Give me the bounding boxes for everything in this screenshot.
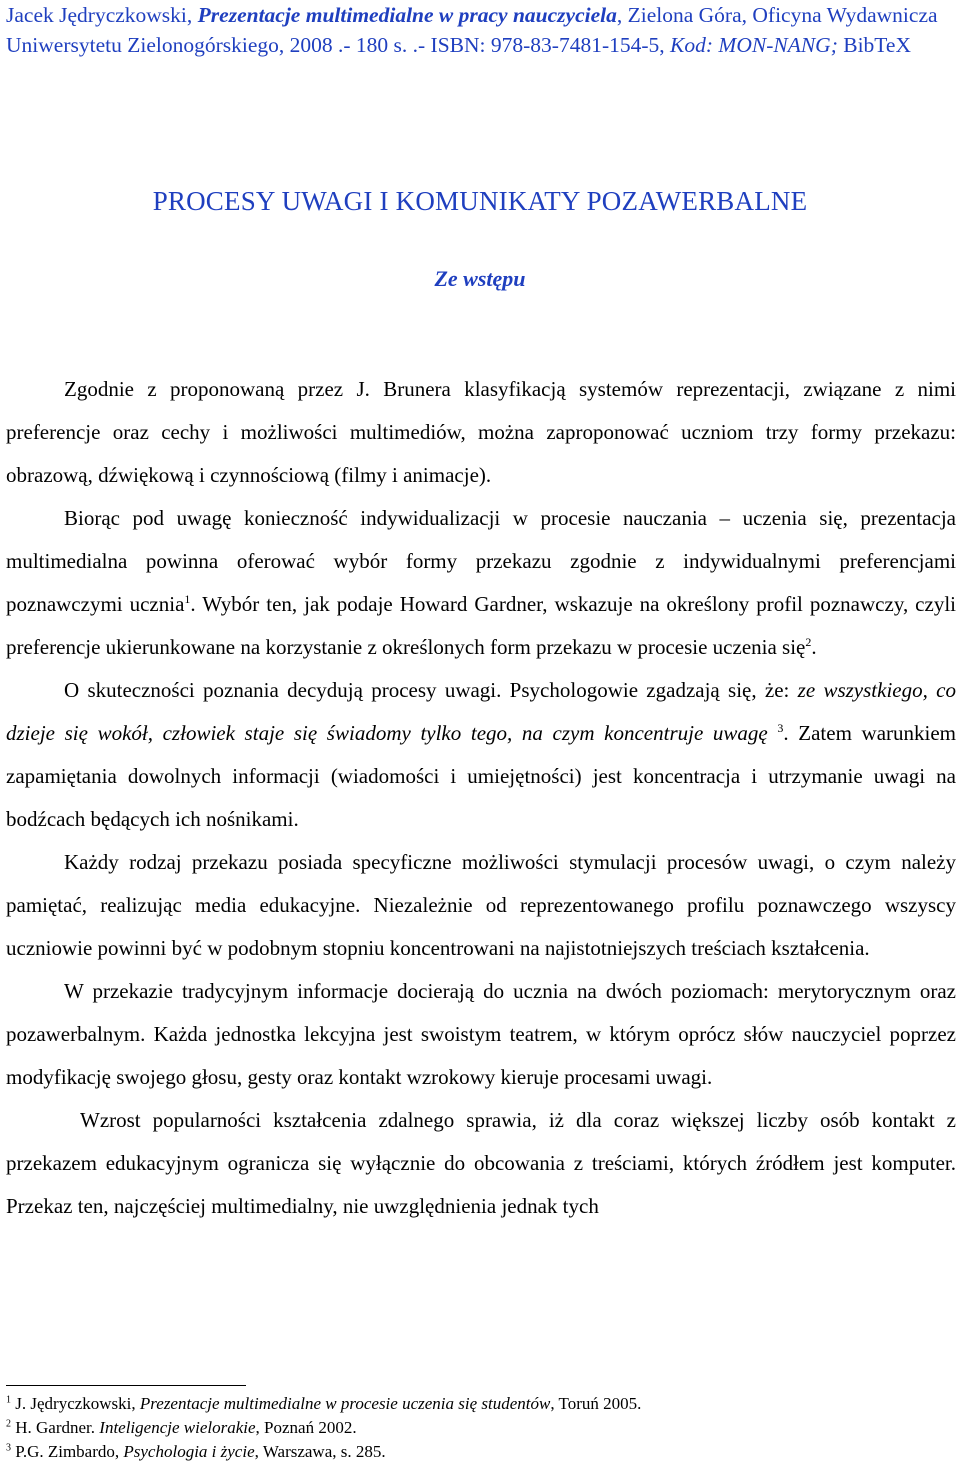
chapter-title: PROCESY UWAGI I KOMUNIKATY POZAWERBALNE xyxy=(152,186,808,216)
bibliography-header xyxy=(6,0,956,60)
footnote-ref-1: 1 xyxy=(184,592,191,606)
p2-text-c: . xyxy=(811,635,817,659)
footnote-place: , Poznań 2002. xyxy=(255,1418,357,1437)
footnote-author: P.G. Zimbardo, xyxy=(11,1442,124,1461)
footnote-2 xyxy=(6,1416,956,1440)
footnote-ref-2: 2 xyxy=(805,635,812,649)
footnote-title: Prezentacje multimedialne w procesie uczenia się studentów xyxy=(139,1394,551,1413)
footnote-author: H. Gardner. xyxy=(11,1418,100,1437)
footnote-title: Inteligencje wielorakie xyxy=(99,1418,256,1437)
bib-title: Prezentacje multimedialne w pracy nauczyciela xyxy=(197,3,617,27)
footnote-ref-3: 3 xyxy=(777,721,784,735)
footnotes xyxy=(6,1392,956,1464)
p2-text-a: Biorąc pod uwagę konieczność indywidualizacji w procesie nauczania – uczenia się, prezentacja multimedialna powinna oferować wybór formy przekazu zgodnie z indywidualnymi preferencjami poznawczymi ucznia xyxy=(6,506,956,616)
footnote-author: J. Jędryczkowski, xyxy=(11,1394,140,1413)
paragraph-6: Wzrost popularności kształcenia zdalnego sprawia, iż dla coraz większej liczby osób kontakt z przekazem edukacyjnym ogranicza się wyłącznie do obcowania z treściami, których źródłem jest komputer. Przekaz ten, najczęściej multimedialny, nie uwzględnienia jednak tych xyxy=(6,1108,956,1218)
bibtex-link[interactable]: BibTeX xyxy=(837,33,911,57)
footnote-place: , Toruń 2005. xyxy=(550,1394,642,1413)
paragraph-1: Zgodnie z proponowaną przez J. Brunera klasyfikacją systemów reprezentacji, związane z nimi preferencje oraz cechy i możliwości multimediów, można zaproponować uczniom trzy formy przekazu: obrazową, dźwiękową i czynnościową (filmy i animacje). xyxy=(6,377,956,487)
footnote-number: 3 xyxy=(6,1442,11,1454)
bib-publisher: , Zielona Góra, Oficyna Wydawnicza Uniwersytetu Zielonogórskiego, 2008 .- 180 s. .- ISBN: 978-83-7481-154-5, xyxy=(6,3,938,57)
p2-text-b: . Wybór ten, jak podaje Howard Gardner, wskazuje na określony profil poznawczy, czyli preferencje ukierunkowane na korzystanie z określonych form przekazu w procesie uczenia się xyxy=(6,592,956,659)
footnote-3 xyxy=(6,1440,956,1464)
paragraph-5: W przekazie tradycyjnym informacje docierają do ucznia na dwóch poziomach: merytorycznym oraz pozawerbalnym. Każda jednostka lekcyjna jest swoistym teatrem, w którym oprócz słów nauczyciel poprzez modyfikację swojego głosu, gesty oraz kontakt wzrokowy kieruje procesami uwagi. xyxy=(6,979,956,1089)
footnote-title: Psychologia i życie xyxy=(123,1442,255,1461)
body-text xyxy=(6,368,956,1228)
footnote-number: 2 xyxy=(6,1418,11,1430)
paragraph-2 xyxy=(6,497,956,669)
footnote-1 xyxy=(6,1392,956,1416)
paragraph-4: Każdy rodzaj przekazu posiada specyficzne możliwości stymulacji procesów uwagi, o czym należy pamiętać, realizując media edukacyjne. Niezależnie od reprezentowanego profilu poznawczego wszyscy uczniowie powinni być w podobnym stopniu koncentrowani na najistotniejszych treściach kształcenia. xyxy=(6,850,956,960)
bib-code: Kod: MON-NANG; xyxy=(670,33,838,57)
chapter-subtitle: Ze wstępu xyxy=(434,266,526,291)
paragraph-3 xyxy=(6,669,956,841)
p3-text-b: . Zatem warunkiem zapamiętania dowolnych informacji (wiadomości i umiejętności) jest koncentracja i utrzymanie uwagi na bodźcach będących ich nośnikami. xyxy=(6,721,957,831)
footnote-number: 1 xyxy=(6,1394,11,1406)
footnote-separator xyxy=(6,1385,246,1386)
bib-author: Jacek Jędryczkowski, xyxy=(6,3,198,27)
p3-quote: ze wszystkiego, co dzieje się wokół, człowiek staje się świadomy tylko tego, na czym koncentruje uwagę xyxy=(6,678,956,745)
footnote-place: , Warszawa, s. 285. xyxy=(254,1442,386,1461)
p3-text-a: O skuteczności poznania decydują procesy uwagi. Psychologowie zgadzają się, że: xyxy=(64,678,798,702)
